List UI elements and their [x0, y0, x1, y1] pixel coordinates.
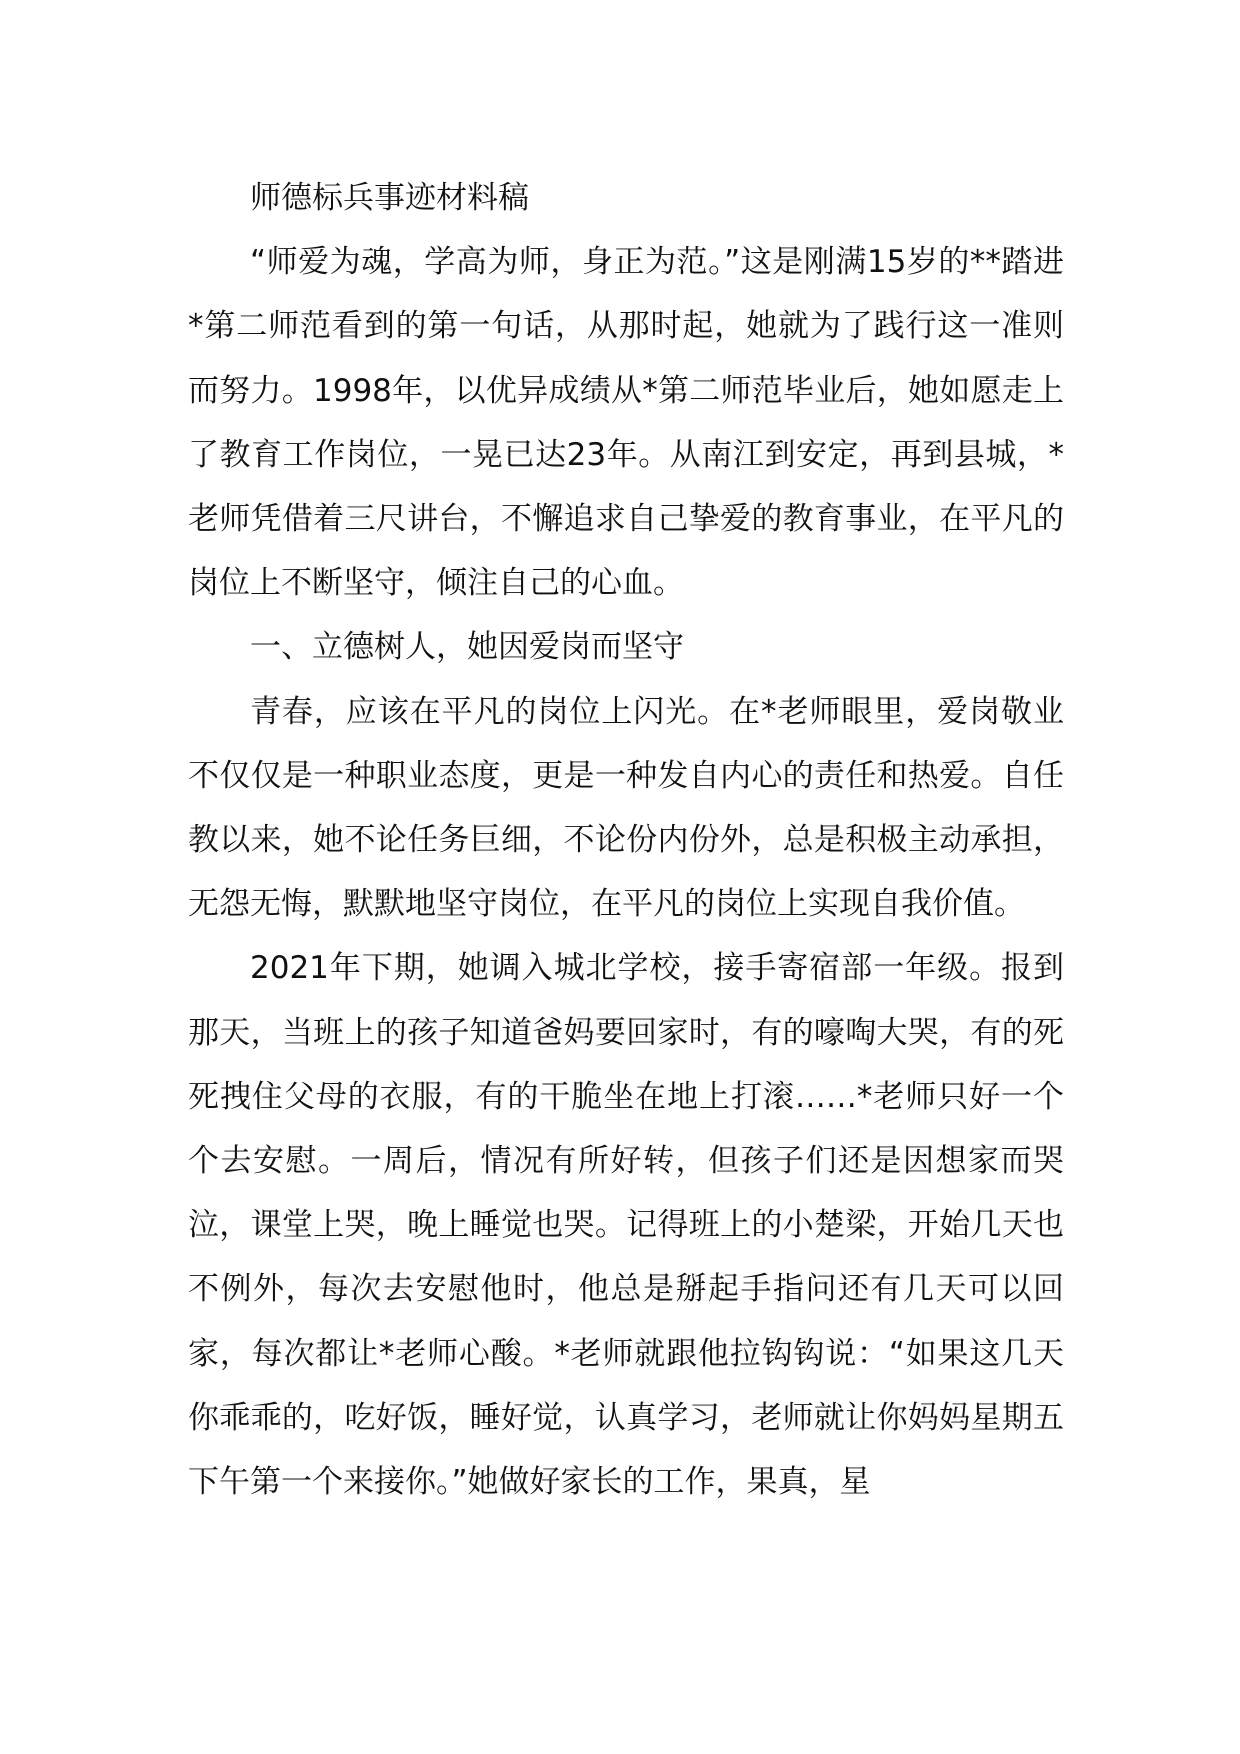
document-body: [188, 166, 1064, 1514]
paragraph-story: 2021年下期，她调入城北学校，接手寄宿部一年级。报到那天，当班上的孩子知道爸妈要回家时，有的嚎啕大哭，有的死死拽住父母的衣服，有的干脆坐在地上打滚……*老师只好一个个去安慰。一周后，情况有所好转，但孩子们还是因想家而哭泣，课堂上哭，晚上睡觉也哭。记得班上的小楚梁，开始几天也不例外，每次去安慰他时，他总是掰起手指问还有几天可以回家，每次都让*老师心酸。*老师就跟他拉钩钩说：“如果这几天你乖乖的，吃好饭，睡好觉，认真学习，老师就让你妈妈星期五下午第一个来接你。”她做好家长的工作，果真，星: [188, 950, 1064, 1501]
paragraph-section-1: 青春，应该在平凡的岗位上闪光。在*老师眼里，爱岗敬业不仅仅是一种职业态度，更是一种发自内心的责任和热爱。自任教以来，她不论任务巨细，不论份内份外，总是积极主动承担，无怨无悔，默默地坚守岗位，在平凡的岗位上实现自我价值。: [188, 693, 1064, 923]
document-title: 师德标兵事迹材料稿: [250, 180, 529, 216]
paragraph-intro: “师爱为魂，学高为师，身正为范。”这是刚满15岁的**踏进*第二师范看到的第一句话，从那时起，她就为了践行这一准则而努力。1998年，以优异成绩从*第二师范毕业后，她如愿走上了教育工作岗位，一晃已达23年。从南江到安定，再到县城，*老师凭借着三尺讲台，不懈追求自己挚爱的教育事业，在平凡的岗位上不断坚守，倾注自己的心血。: [188, 244, 1064, 602]
section-heading-1: 一、立德树人，她因爱岗而坚守: [250, 629, 684, 666]
